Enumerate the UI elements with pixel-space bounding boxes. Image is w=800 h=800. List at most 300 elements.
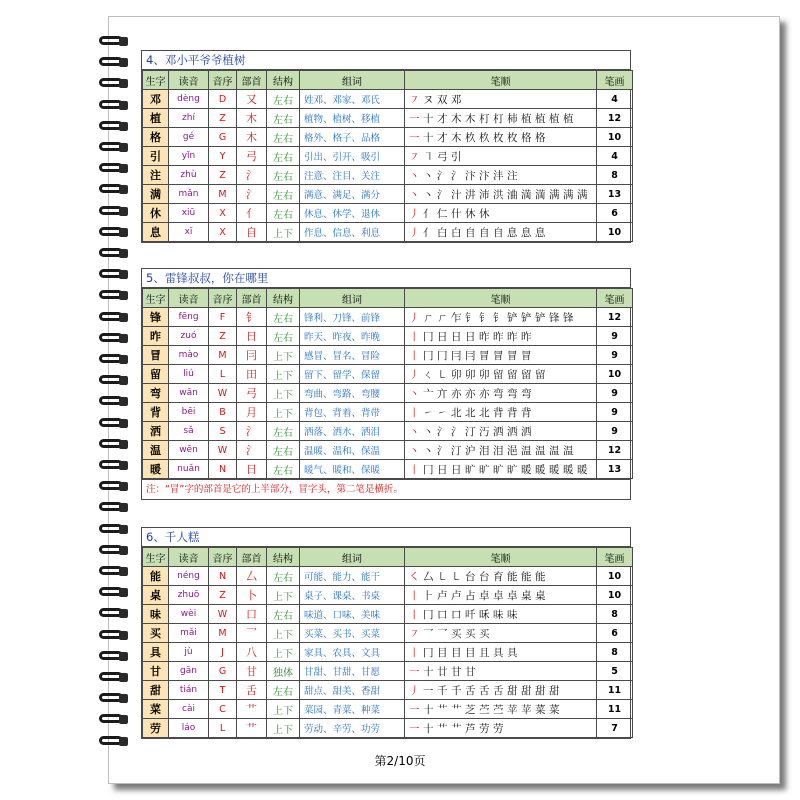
stroke-step: 亻 [423, 207, 434, 220]
stroke-step: 枚 [507, 131, 518, 144]
stroke-step: 千 [437, 684, 448, 697]
initial-letter-cell: Z [209, 166, 237, 185]
stroke-order-cell [405, 422, 597, 441]
stroke-order-cell [405, 624, 597, 643]
pinyin-cell: mào [169, 346, 209, 365]
stroke-order-cell [405, 643, 597, 662]
stroke-count-cell: 10 [597, 586, 633, 605]
pinyin-cell: xiū [169, 204, 209, 223]
stroke-step: 日 [465, 330, 476, 343]
stroke-step: ㇇ [409, 93, 420, 106]
stroke-step: 植 [535, 112, 546, 125]
stroke-step: 昨 [479, 330, 490, 343]
character-cell: 能 [143, 567, 169, 586]
structure-cell: 左右 [267, 185, 300, 204]
lesson-title: 4、邓小平爷爷植树 [142, 51, 630, 70]
words-cell: 弯曲、弯路、弯腰 [300, 384, 405, 403]
table-row [143, 700, 633, 719]
structure-cell: 左右 [267, 441, 300, 460]
stroke-step: 背 [507, 406, 518, 419]
stroke-step: 冂 [423, 608, 434, 621]
stroke-step: 汁 [451, 188, 462, 201]
stroke-step: 丿 [409, 368, 420, 381]
structure-cell: 上下 [267, 403, 300, 422]
words-cell: 暖气、暖和、保暖 [300, 460, 405, 479]
character-cell: 锋 [143, 308, 169, 327]
stroke-step: 日 [437, 463, 448, 476]
spiral-ring [97, 479, 137, 494]
pinyin-cell: gé [169, 128, 209, 147]
structure-cell: 左右 [267, 327, 300, 346]
spiral-ring [97, 267, 137, 282]
structure-cell: 上下 [267, 643, 300, 662]
structure-cell: 左右 [267, 460, 300, 479]
stroke-step: 乍 [451, 311, 462, 324]
character-cell: 桌 [143, 586, 169, 605]
page-number: 第2/10页 [374, 754, 426, 768]
stroke-step: 钅 [493, 311, 504, 324]
stroke-count-cell: 6 [597, 204, 633, 223]
character-cell: 格 [143, 128, 169, 147]
pinyin-cell: tián [169, 681, 209, 700]
stroke-step: 昨 [493, 330, 504, 343]
radical-cell: 自 [237, 223, 267, 242]
stroke-order-cell [405, 403, 597, 422]
spiral-ring [97, 522, 137, 537]
stroke-order-cell [405, 700, 597, 719]
character-cell: 暖 [143, 460, 169, 479]
stroke-order-cell [405, 147, 597, 166]
column-header: 读音 [169, 289, 209, 308]
stroke-count-cell: 8 [597, 605, 633, 624]
initial-letter-cell: T [209, 681, 237, 700]
spiral-ring [97, 437, 137, 452]
stroke-step: 留 [493, 368, 504, 381]
vocab-table [142, 547, 633, 738]
table-row [143, 308, 633, 327]
character-cell: 昨 [143, 327, 169, 346]
stroke-step: 沣 [493, 169, 504, 182]
words-cell: 满意、满足、满分 [300, 185, 405, 204]
stroke-step: 邓 [451, 93, 462, 106]
stroke-order-cell [405, 109, 597, 128]
column-header: 结构 [267, 289, 300, 308]
stroke-step: 白 [451, 226, 462, 239]
stroke-step: 枚 [493, 131, 504, 144]
stroke-order-cell [405, 460, 597, 479]
stroke-step: 甜 [521, 684, 532, 697]
stroke-step: 日 [437, 330, 448, 343]
radical-cell: 厶 [237, 567, 267, 586]
stroke-step: 丨 [409, 608, 420, 621]
pinyin-cell: zhuō [169, 586, 209, 605]
column-header: 部首 [237, 71, 267, 90]
stroke-step: 丶 [423, 425, 434, 438]
radical-cell: 八 [237, 643, 267, 662]
stroke-step: 味 [507, 608, 518, 621]
table-row [143, 624, 633, 643]
stroke-count-cell: 11 [597, 681, 633, 700]
stroke-step: 锋 [549, 311, 560, 324]
spiral-ring [97, 331, 137, 346]
stroke-step: 泪 [493, 444, 504, 457]
stroke-step: 丶 [409, 444, 420, 457]
structure-cell: 左右 [267, 605, 300, 624]
stroke-step: 卓 [479, 589, 490, 602]
stroke-step: 冂 [423, 349, 434, 362]
stroke-step: 温 [521, 444, 532, 457]
stroke-step: 日 [451, 463, 462, 476]
column-header: 笔画 [597, 289, 633, 308]
stroke-order-cell [405, 185, 597, 204]
stroke-step: ㄏ [423, 311, 434, 324]
stroke-count-cell: 12 [597, 308, 633, 327]
stroke-count-cell: 10 [597, 567, 633, 586]
stroke-step: 艹 [451, 722, 462, 735]
stroke-step: 木 [451, 112, 462, 125]
stroke-step: 十 [423, 703, 434, 716]
spiral-ring [97, 734, 137, 749]
spiral-ring [97, 310, 137, 325]
stroke-step: 一 [409, 665, 420, 678]
table-row [143, 185, 633, 204]
stroke-step: 浥 [507, 444, 518, 457]
table-row [143, 327, 633, 346]
words-cell: 买菜、买书、买菜 [300, 624, 405, 643]
stroke-step: 留 [507, 368, 518, 381]
stroke-step: 洪 [493, 188, 504, 201]
stroke-step: 卯 [465, 368, 476, 381]
stroke-count-cell: 9 [597, 403, 633, 422]
initial-letter-cell: L [209, 365, 237, 384]
stroke-step: 卓 [507, 589, 518, 602]
radical-cell: 月 [237, 403, 267, 422]
stroke-step: 氵 [437, 425, 448, 438]
vocab-table [142, 288, 633, 479]
character-cell: 弯 [143, 384, 169, 403]
table-row [143, 460, 633, 479]
structure-cell: 左右 [267, 90, 300, 109]
structure-cell: 左右 [267, 681, 300, 700]
stroke-step: 丿 [409, 311, 420, 324]
table-row [143, 662, 633, 681]
table-row [143, 643, 633, 662]
pinyin-cell: liú [169, 365, 209, 384]
initial-letter-cell: Z [209, 586, 237, 605]
character-cell: 息 [143, 223, 169, 242]
stroke-step: 舌 [493, 684, 504, 697]
stroke-step: 目 [465, 646, 476, 659]
column-header: 笔顺 [405, 548, 597, 567]
stroke-step: 暖 [535, 463, 546, 476]
spiral-ring [97, 606, 137, 621]
stroke-step: ㇕ [423, 150, 434, 163]
stroke-step: 旷 [507, 463, 518, 476]
stroke-order-cell [405, 308, 597, 327]
stroke-step: 味 [493, 608, 504, 621]
character-cell: 买 [143, 624, 169, 643]
stroke-step: 廿 [437, 665, 448, 678]
stroke-order-cell [405, 346, 597, 365]
stroke-step: 満 [521, 188, 532, 201]
stroke-step: 昨 [521, 330, 532, 343]
stroke-step: 买 [451, 627, 462, 640]
table-row [143, 422, 633, 441]
spiral-ring [97, 161, 137, 176]
header-row [143, 548, 633, 567]
stroke-step: 丨 [409, 406, 420, 419]
stroke-count-cell: 8 [597, 166, 633, 185]
stroke-step: ㇀ [423, 406, 434, 419]
character-cell: 冒 [143, 346, 169, 365]
radical-cell: 田 [237, 365, 267, 384]
stroke-step: 丶 [409, 425, 420, 438]
structure-cell: 左右 [267, 422, 300, 441]
stroke-order-cell [405, 365, 597, 384]
column-header: 笔顺 [405, 71, 597, 90]
spiral-ring [97, 543, 137, 558]
stroke-step: 十 [423, 112, 434, 125]
radical-cell: 氵 [237, 185, 267, 204]
radical-cell: 木 [237, 128, 267, 147]
pinyin-cell: mǎn [169, 185, 209, 204]
radical-cell: 氵 [237, 422, 267, 441]
character-cell: 洒 [143, 422, 169, 441]
initial-letter-cell: F [209, 308, 237, 327]
stroke-step: 具 [493, 646, 504, 659]
stroke-step: 双 [437, 93, 448, 106]
stroke-step: 旷 [479, 463, 490, 476]
stroke-count-cell: 9 [597, 327, 633, 346]
initial-letter-cell: W [209, 441, 237, 460]
spiral-ring [97, 670, 137, 685]
stroke-step: 丶 [423, 169, 434, 182]
stroke-step: 沪 [465, 444, 476, 457]
initial-letter-cell: N [209, 567, 237, 586]
radical-cell: 亻 [237, 204, 267, 223]
words-cell: 锋利、刀锋、前锋 [300, 308, 405, 327]
stroke-step: 丶 [423, 444, 434, 457]
radical-cell: 又 [237, 90, 267, 109]
stroke-step: ㇄ [437, 368, 448, 381]
stroke-count-cell: 13 [597, 460, 633, 479]
stroke-step: 钅 [479, 311, 490, 324]
stroke-step: 汅 [479, 425, 490, 438]
words-cell: 菜园、青菜、种菜 [300, 700, 405, 719]
stroke-order-cell [405, 681, 597, 700]
stroke-step: 温 [535, 444, 546, 457]
spiral-ring [97, 500, 137, 515]
table-row [143, 109, 633, 128]
stroke-step: 白 [437, 226, 448, 239]
radical-cell: 弓 [237, 147, 267, 166]
table-row [143, 166, 633, 185]
character-cell: 温 [143, 441, 169, 460]
stroke-count-cell: 5 [597, 662, 633, 681]
words-cell: 味道、口味、美味 [300, 605, 405, 624]
stroke-step: 丿 [409, 226, 420, 239]
spiral-ring [97, 140, 137, 155]
header-row [143, 289, 633, 308]
stroke-step: 艹 [437, 703, 448, 716]
words-cell: 劳动、辛劳、功劳 [300, 719, 405, 738]
stroke-step: 丶 [423, 188, 434, 201]
stroke-step: 目 [451, 646, 462, 659]
stroke-step: 引 [451, 150, 462, 163]
stroke-step: 占 [465, 589, 476, 602]
stroke-step: 亦 [465, 387, 476, 400]
spiral-ring [97, 691, 137, 706]
spiral-ring [97, 585, 137, 600]
structure-cell: 左右 [267, 204, 300, 223]
words-cell: 休息、休学、退休 [300, 204, 405, 223]
radical-cell: 冃 [237, 346, 267, 365]
radical-cell: 木 [237, 109, 267, 128]
stroke-step: 劳 [493, 722, 504, 735]
column-header: 读音 [169, 71, 209, 90]
radical-cell: 弓 [237, 384, 267, 403]
initial-letter-cell: C [209, 700, 237, 719]
table-row [143, 681, 633, 700]
stroke-count-cell: 12 [597, 109, 633, 128]
spiral-ring [97, 98, 137, 113]
stroke-step: 卯 [479, 368, 490, 381]
column-header: 部首 [237, 548, 267, 567]
stroke-step: 铲 [521, 311, 532, 324]
initial-letter-cell: N [209, 460, 237, 479]
structure-cell: 左右 [267, 567, 300, 586]
spiral-ring [97, 712, 137, 727]
stroke-step: 卯 [451, 368, 462, 381]
stroke-step: 氵 [437, 444, 448, 457]
stroke-step: 休 [479, 207, 490, 220]
stroke-step: 舌 [479, 684, 490, 697]
spiral-ring [97, 352, 137, 367]
stroke-step: 艹 [451, 703, 462, 716]
header-row [143, 71, 633, 90]
table-row [143, 441, 633, 460]
stroke-step: 亠 [423, 387, 434, 400]
stroke-count-cell: 6 [597, 624, 633, 643]
stroke-step: 吀 [465, 608, 476, 621]
character-cell: 具 [143, 643, 169, 662]
initial-letter-cell: M [209, 185, 237, 204]
spiral-ring [97, 34, 137, 49]
stroke-step: ヌ [423, 93, 434, 106]
stroke-step: 日 [451, 330, 462, 343]
stroke-step: 温 [563, 444, 574, 457]
stroke-step: 汴 [465, 169, 476, 182]
structure-cell: 上下 [267, 365, 300, 384]
stroke-step: 桌 [521, 589, 532, 602]
character-cell: 休 [143, 204, 169, 223]
stroke-count-cell: 10 [597, 223, 633, 242]
table-row [143, 605, 633, 624]
structure-cell: 上下 [267, 719, 300, 738]
stroke-step: 艹 [437, 722, 448, 735]
stroke-order-cell [405, 204, 597, 223]
stroke-step: 汫 [465, 188, 476, 201]
character-cell: 注 [143, 166, 169, 185]
initial-letter-cell: Z [209, 109, 237, 128]
stroke-step: 钅 [465, 311, 476, 324]
table-row [143, 365, 633, 384]
stroke-step: 満 [535, 188, 546, 201]
stroke-step: 丨 [409, 463, 420, 476]
stroke-count-cell: 11 [597, 700, 633, 719]
stroke-step: ㇇ [409, 627, 420, 640]
character-cell: 满 [143, 185, 169, 204]
column-header: 结构 [267, 548, 300, 567]
stroke-step: 十 [423, 665, 434, 678]
column-header: 音序 [209, 548, 237, 567]
stroke-step: 北 [479, 406, 490, 419]
words-cell: 背包、背着、背带 [300, 403, 405, 422]
stroke-order-cell [405, 223, 597, 242]
stroke-step: 目 [437, 646, 448, 659]
initial-letter-cell: W [209, 384, 237, 403]
pinyin-cell: bēi [169, 403, 209, 422]
vocab-table [142, 70, 633, 242]
stroke-step: ㇛ [409, 570, 420, 583]
stroke-step: 口 [437, 608, 448, 621]
character-cell: 邓 [143, 90, 169, 109]
stroke-step: ⺊ [423, 589, 434, 602]
stroke-step: 能 [507, 570, 518, 583]
stroke-step: 苎 [493, 703, 504, 716]
column-header: 生字 [143, 548, 169, 567]
stroke-step: 氵 [451, 425, 462, 438]
structure-cell: 左右 [267, 109, 300, 128]
stroke-step: 卓 [493, 589, 504, 602]
stroke-step: 温 [549, 444, 560, 457]
initial-letter-cell: M [209, 624, 237, 643]
structure-cell: 左右 [267, 128, 300, 147]
stroke-step: 息 [521, 226, 532, 239]
stroke-step: 买 [479, 627, 490, 640]
stroke-step: 杮 [507, 112, 518, 125]
stroke-step: 亻 [423, 226, 434, 239]
initial-letter-cell: W [209, 605, 237, 624]
stroke-step: 沛 [479, 188, 490, 201]
character-cell: 味 [143, 605, 169, 624]
stroke-count-cell: 4 [597, 90, 633, 109]
stroke-step: 注 [507, 169, 518, 182]
spiral-ring [97, 458, 137, 473]
pinyin-cell: zhù [169, 166, 209, 185]
stroke-step: 冒 [493, 349, 504, 362]
stroke-step: 暖 [563, 463, 574, 476]
stroke-step: 弯 [521, 387, 532, 400]
stroke-step: 旷 [493, 463, 504, 476]
stroke-step: 汀 [465, 425, 476, 438]
stroke-step: 留 [535, 368, 546, 381]
spiral-ring [97, 204, 137, 219]
words-cell: 注意、注目、关注 [300, 166, 405, 185]
character-cell: 背 [143, 403, 169, 422]
stroke-step: 洒 [507, 425, 518, 438]
stroke-count-cell: 10 [597, 365, 633, 384]
pinyin-cell: jù [169, 643, 209, 662]
radical-cell: 乛 [237, 624, 267, 643]
pinyin-cell: yǐn [169, 147, 209, 166]
lesson-title: 6、千人糕 [142, 528, 630, 547]
stroke-step: 才 [437, 131, 448, 144]
table-row [143, 90, 633, 109]
initial-letter-cell: J [209, 643, 237, 662]
table-row [143, 346, 633, 365]
stroke-step: 具 [507, 646, 518, 659]
